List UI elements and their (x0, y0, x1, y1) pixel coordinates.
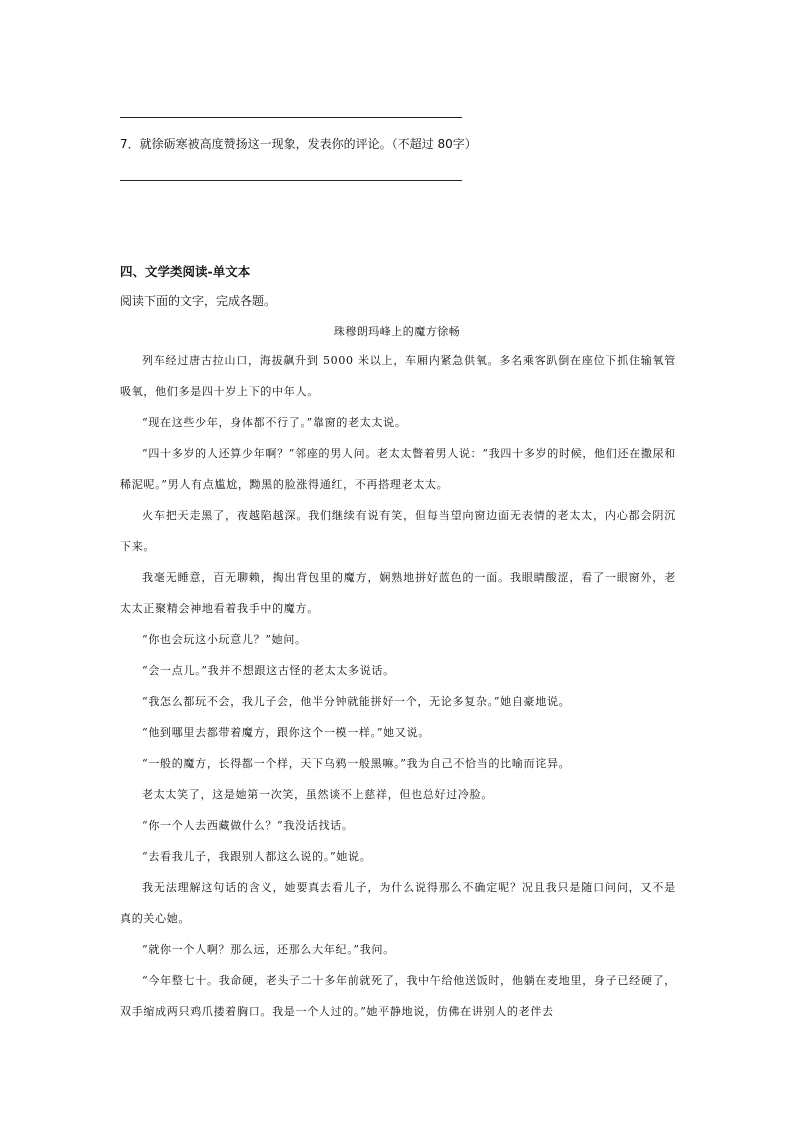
answer-line (120, 117, 462, 118)
paragraph: “你一个人去西藏做什么？”我没话找话。 (142, 819, 354, 832)
paragraph: “四十多岁的人还算少年啊？”邻座的男人问。老太太瞥着男人说：“我四十多岁的时候，他们还在撒尿和稀泥呢。”男人有点尴尬，黝黑的脸涨得通红，不再搭理老太太。 (120, 447, 676, 491)
answer-line (120, 180, 462, 181)
paragraph: 火车把天走黑了，夜越陷越深。我们继续有说有笑，但每当望向窗边面无表情的老太太，内心都会阴沉下来。 (120, 509, 676, 553)
passage-body (120, 345, 676, 1027)
paragraph: “就你一个人啊？那么远，还那么大年纪。”我问。 (142, 943, 395, 956)
paragraph: “你也会玩这小玩意儿？”她问。 (142, 633, 307, 646)
passage-title: 珠穆朗玛峰上的魔方徐畅 (333, 325, 461, 338)
paragraph: 我毫无睡意，百无聊赖，掏出背包里的魔方，娴熟地拼好蓝色的一面。我眼睛酸涩，看了一眼窗外，老太太正聚精会神地看着我手中的魔方。 (120, 571, 676, 615)
paragraph: “我怎么都玩不会，我儿子会，他半分钟就能拼好一个，无论多复杂。”她自豪地说。 (142, 695, 571, 708)
reading-instruction: 阅读下面的文字，完成各题。 (120, 294, 277, 308)
paragraph: “他到哪里去都带着魔方，跟你这个一模一样。”她又说。 (142, 726, 430, 739)
question-7: 7．就徐砺寒被高度赞扬这一现象，发表你的评论。（不超过 80字） (120, 137, 477, 151)
paragraph: “会一点儿。”我并不想跟这古怪的老太太多说话。 (142, 664, 395, 677)
paragraph: “去看我儿子，我跟别人都这么说的。”她说。 (142, 850, 372, 863)
paragraph: 老太太笑了，这是她第一次笑，虽然谈不上慈祥，但也总好过冷脸。 (142, 788, 493, 801)
paragraph: “一般的魔方，长得都一个样，天下乌鸦一般黑嘛。”我为自己不恰当的比喻而诧异。 (142, 757, 571, 770)
paragraph: “今年整七十。我命硬，老头子二十多年前就死了，我中午给他送饭时，他躺在麦地里，身子已经硬了，双手缩成两只鸡爪搂着胸口。我是一个人过的。”她平静地说，仿佛在讲别人的老伴去 (120, 974, 676, 1018)
paragraph: 列车经过唐古拉山口，海拔飙升到 5000 米以上，车厢内紧急供氧。多名乘客趴倒在座位下抓住输氧管吸氧，他们多是四十岁上下的中年人。 (120, 354, 676, 398)
paragraph: 我无法理解这句话的含义，她要真去看儿子，为什么说得那么不确定呢？况且我只是随口问问，又不是真的关心她。 (120, 881, 676, 925)
paragraph: “现在这些少年，身体都不行了。”靠窗的老太太说。 (142, 416, 407, 429)
section-heading: 四、文学类阅读-单文本 (120, 264, 251, 279)
